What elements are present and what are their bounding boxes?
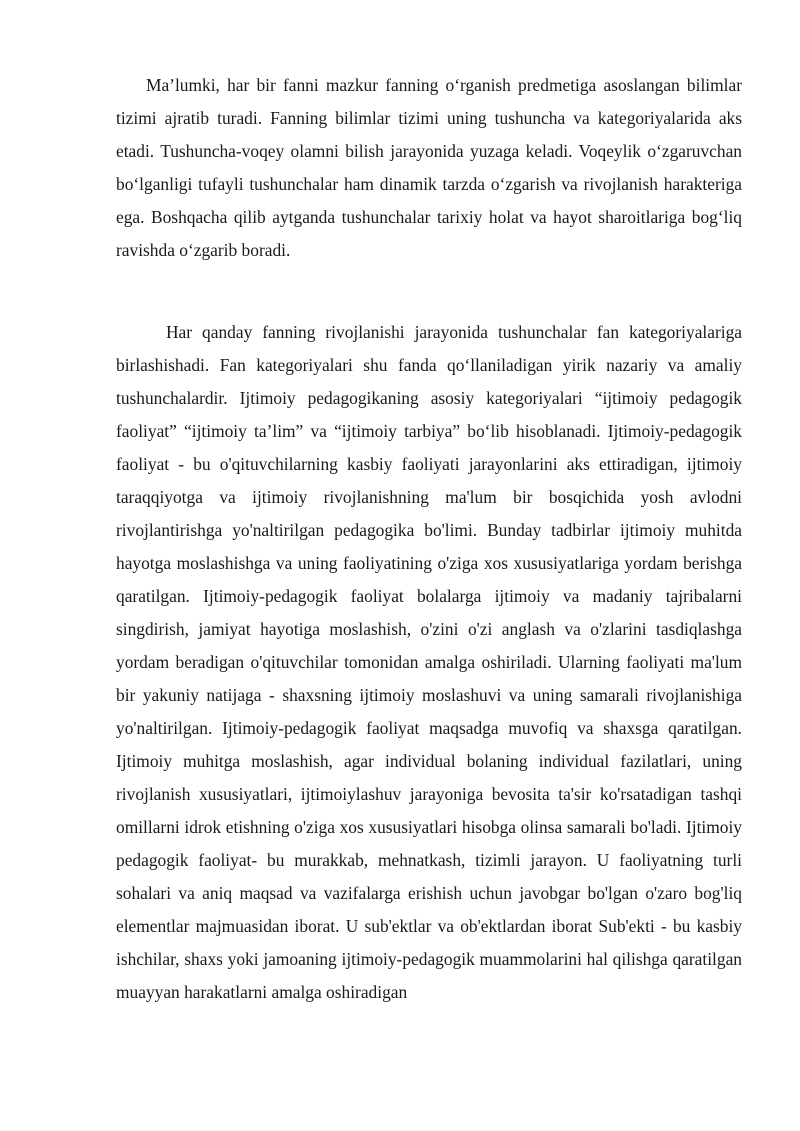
paragraph-1	[116, 69, 742, 267]
paragraph-1-text: Ma’lumki, har bir fanni mazkur fanning o‘rganish predmetiga asoslangan bilimlar tizimi ajratib turadi. Fanning bilimlar tizimi uning tushuncha va kategoriyalarida aks etadi. Tushuncha-voqey olamni bilish jarayonida yuzaga keladi. Voqeylik o‘zgaruvchan bo‘lganligi tufayli tushunchalar ham dinamik tarzda o‘zgarish va rivojlanish harakteriga ega. Boshqacha qilib aytganda tushunchalar tarixiy holat va hayot sharoitlariga bog‘liq ravishda o‘zgarib boradi.	[116, 75, 742, 260]
paragraph-2-text: Har qanday fanning rivojlanishi jarayonida tushunchalar fan kategoriyalariga birlashishadi. Fan kategoriyalari shu fanda qo‘llaniladigan yirik nazariy va amaliy tushunchalardir. Ijtimoiy pedagogikaning asosiy kategoriyalari “ijtimoiy pedagogik faoliyat” “ijtimoiy ta’lim” va “ijtimoiy tarbiya” bo‘lib hisoblanadi. Ijtimoiy-pedagogik faoliyat - bu o'qituvchilarning kasbiy faoliyati jarayonlarini aks ettiradigan, ijtimoiy taraqqiyotga va ijtimoiy rivojlanishning ma'lum bir bosqichida yosh avlodni rivojlantirishga yo'naltirilgan pedagogika bo'limi. Bunday tadbirlar ijtimoiy muhitda hayotga moslashishga va uning faoliyatining o'ziga xos xususiyatlariga yordam berishga qaratilgan. Ijtimoiy-pedagogik faoliyat bolalarga ijtimoiy va madaniy tajribalarni singdirish, jamiyat hayotiga moslashish, o'zini o'zi anglash va o'zlarini tasdiqlashga yordam beradigan o'qituvchilar tomonidan amalga oshiriladi. Ularning faoliyati ma'lum bir yakuniy natijaga - shaxsning ijtimoiy moslashuvi va uning samarali rivojlanishiga yo'naltirilgan. Ijtimoiy-pedagogik faoliyat maqsadga muvofiq va shaxsga qaratilgan. Ijtimoiy muhitga moslashish, agar individual bolaning individual fazilatlari, uning rivojlanish xususiyatlari, ijtimoiylashuv jarayoniga bevosita ta'sir ko'rsatadigan tashqi omillarni idrok etishning o'ziga xos xususiyatlari hisobga olinsa samarali bo'ladi. Ijtimoiy pedagogik faoliyat- bu murakkab, mehnatkash, tizimli jarayon. U faoliyatning turli sohalari va aniq maqsad va vazifalarga erishish uchun javobgar bo'lgan o'zaro bog'liq elementlar majmuasidan iborat. U sub'ektlar va ob'ektlardan iborat Sub'ekti - bu kasbiy ishchilar, shaxs yoki jamoaning ijtimoiy-pedagogik muammolarini hal qilishga qaratilgan muayyan harakatlarni amalga oshiradigan	[116, 322, 742, 1002]
paragraph-2	[116, 316, 742, 1009]
